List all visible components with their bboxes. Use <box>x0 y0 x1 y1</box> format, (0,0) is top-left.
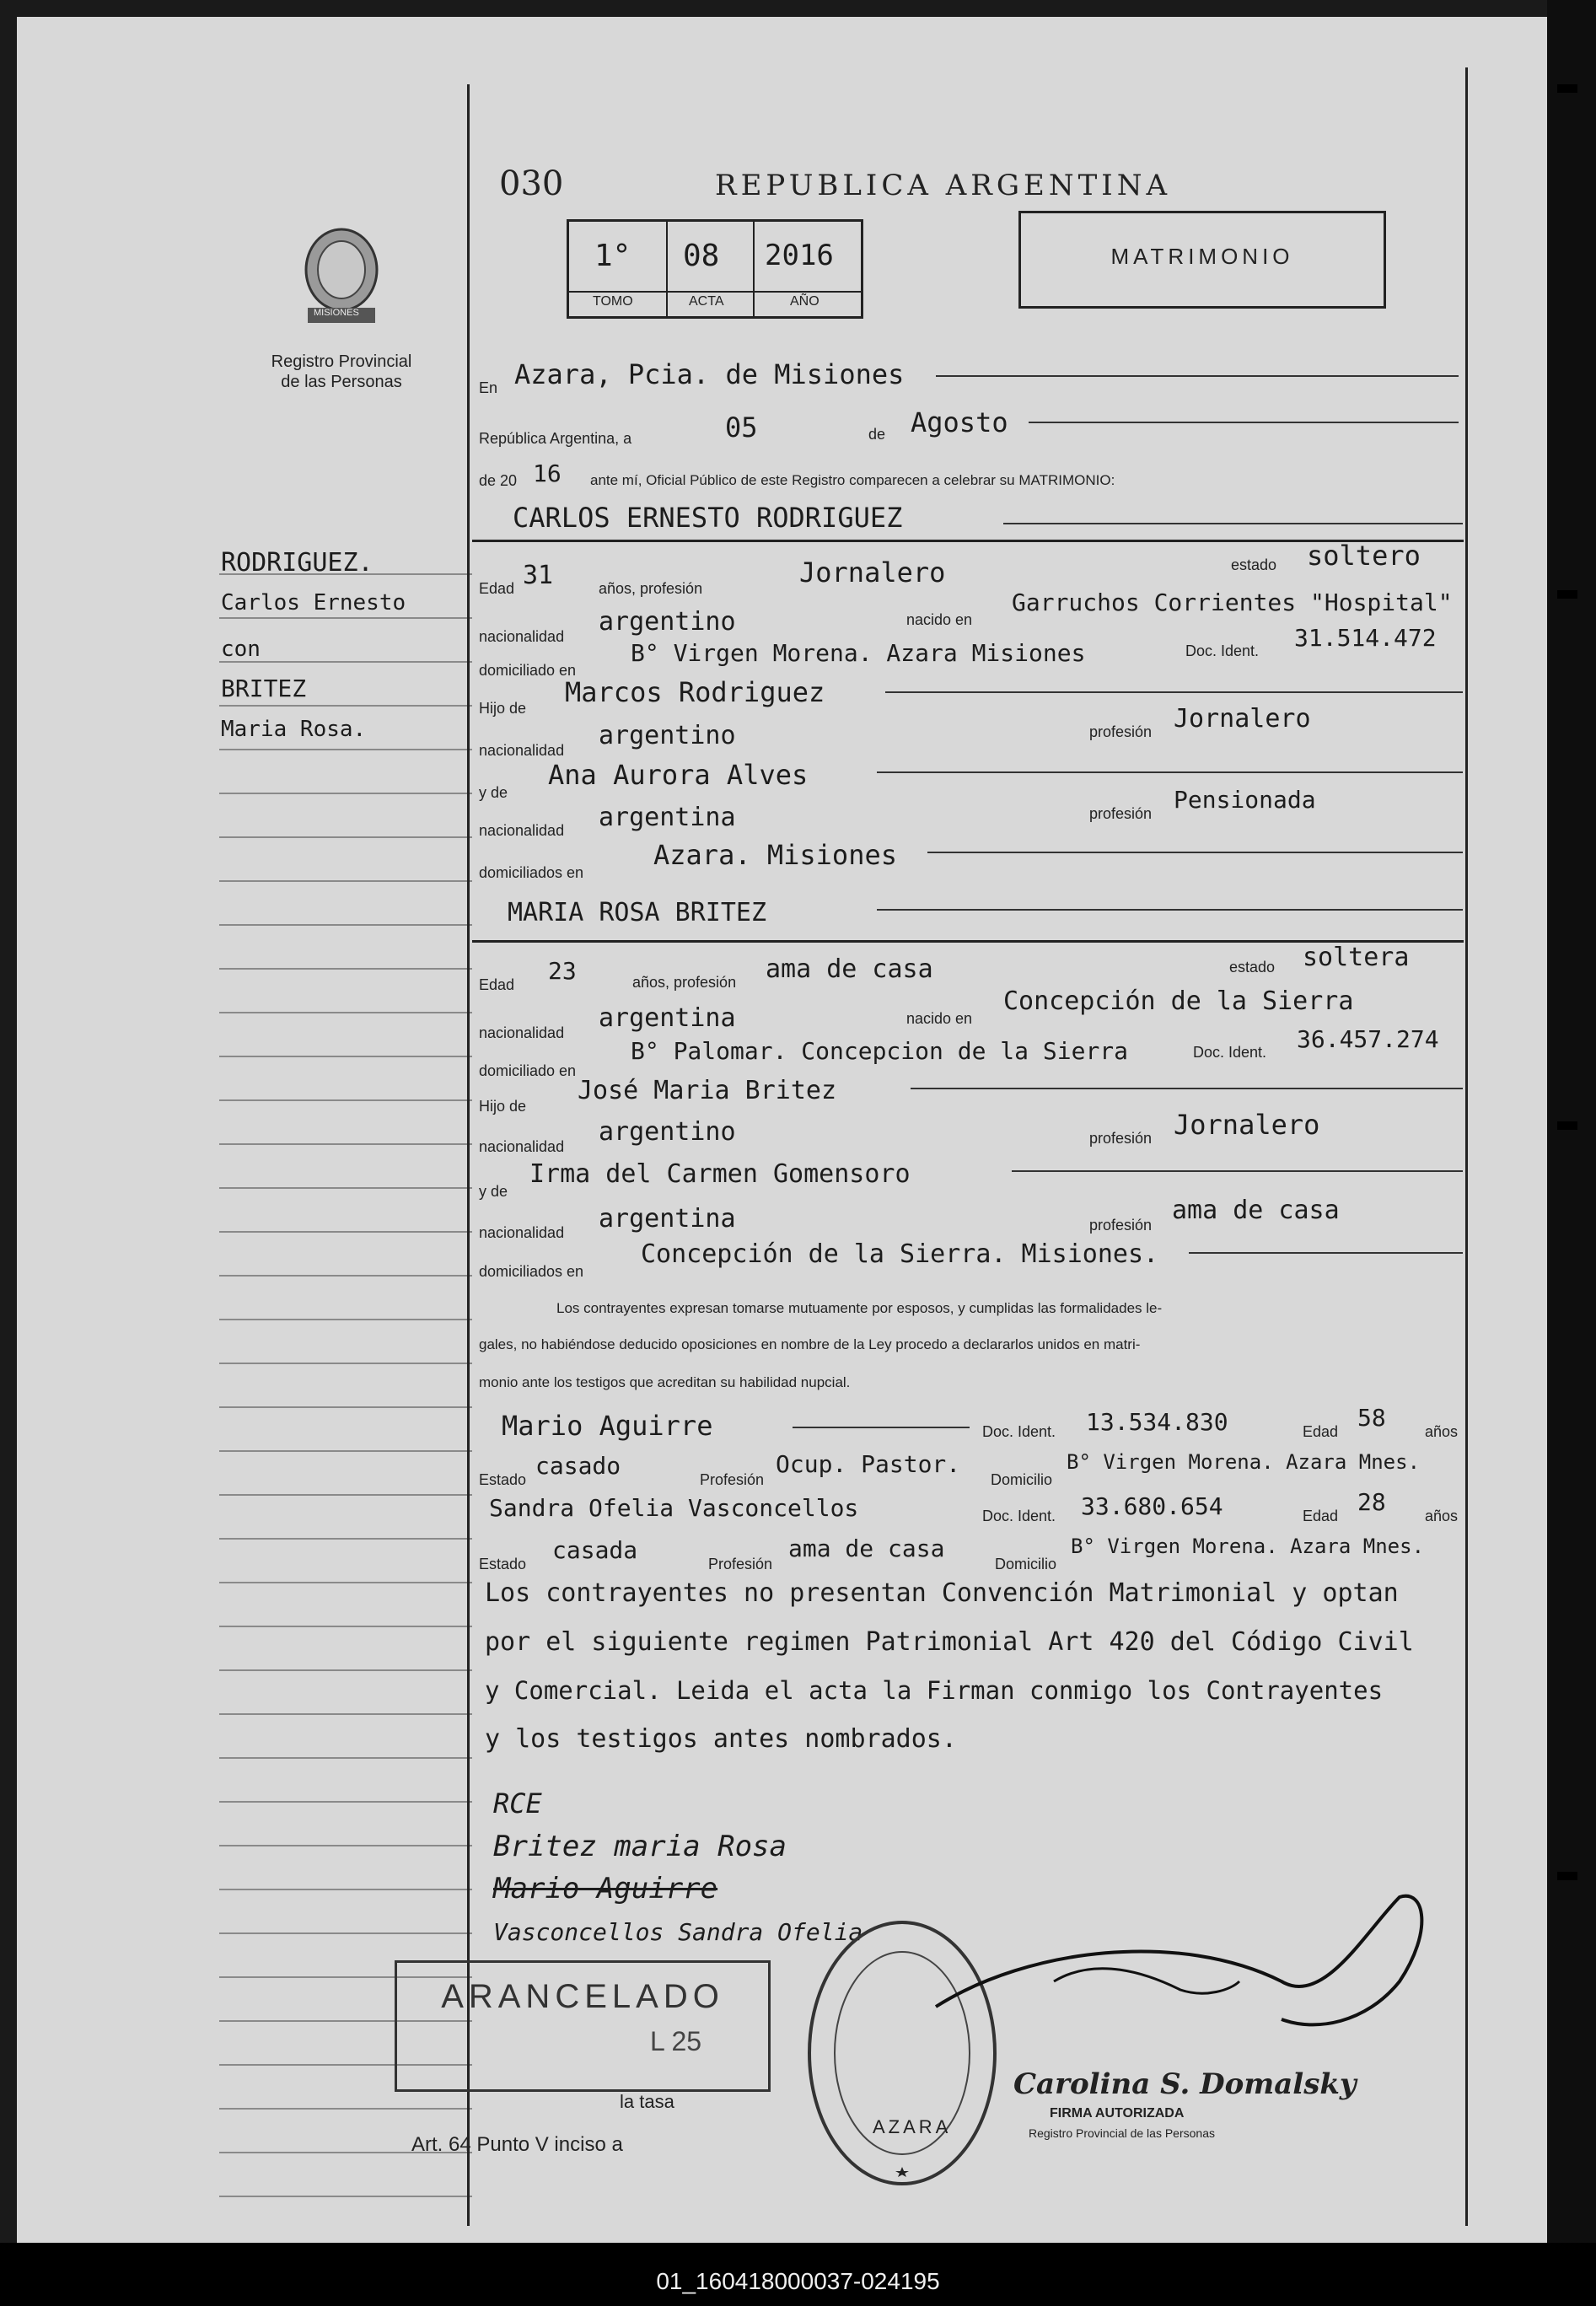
margin-rule-line <box>219 1669 472 1671</box>
bride-yde-label: y de <box>479 1183 508 1200</box>
margin-rule-line <box>219 1626 472 1627</box>
margin-note-line3: con <box>221 637 261 662</box>
groom-estado-label: estado <box>1231 556 1277 573</box>
bride-padre-nac-label: nacionalidad <box>479 1138 565 1155</box>
country-title: REPUBLICA ARGENTINA <box>715 169 1172 202</box>
groom-nac-label: nacionalidad <box>479 628 565 645</box>
margin-rule-line <box>219 1099 472 1101</box>
witness2-doc: 33.680.654 <box>1081 1492 1223 1520</box>
groom-padre-nac-label: nacionalidad <box>479 742 565 759</box>
margin-rule-line <box>219 1538 472 1540</box>
bride-madre-nac: argentina <box>599 1204 736 1234</box>
margin-rule-line <box>219 1187 472 1189</box>
witness1-domicilio: B° Virgen Morena. Azara Mnes. <box>1067 1450 1421 1474</box>
anio-value: 2016 <box>765 239 834 272</box>
witness2-estado-label: Estado <box>479 1556 527 1572</box>
registry-name-line2: de las Personas <box>281 373 402 391</box>
acta-value: 08 <box>683 239 720 273</box>
witness2-edad: 28 <box>1357 1488 1386 1516</box>
groom-padres-dom-label: domiciliados en <box>479 864 584 881</box>
witness1-doc: 13.534.830 <box>1086 1408 1228 1436</box>
margin-rule-line <box>219 2196 472 2197</box>
margin-rule-line <box>219 617 472 619</box>
bride-prof-label: años, profesión <box>632 974 737 991</box>
groom-profesion: Jornalero <box>799 556 946 589</box>
groom-name: CARLOS ERNESTO RODRIGUEZ <box>513 502 903 534</box>
margin-rule-line <box>219 749 472 750</box>
anio-label: AÑO <box>790 294 819 309</box>
bride-doc-label: Doc. Ident. <box>1193 1044 1267 1061</box>
book-binding <box>1547 0 1596 2243</box>
signature-rce: RCE <box>493 1787 542 1820</box>
witness1-profesion: Ocup. Pastor. <box>776 1450 961 1478</box>
day-value: 05 <box>725 411 758 443</box>
groom-hijo-label: Hijo de <box>479 700 527 717</box>
witness1-dom-label: Domicilio <box>991 1471 1053 1488</box>
registry-name-line1: Registro Provincial <box>271 352 412 371</box>
witness2-anos-label: años <box>1425 1508 1459 1524</box>
bride-edad-label: Edad <box>479 976 515 993</box>
tomo-label: TOMO <box>593 294 633 309</box>
arancelado-l1: L 25 <box>650 2026 702 2056</box>
witness1-edad: 58 <box>1357 1404 1386 1432</box>
margin-rule-line <box>219 1319 472 1320</box>
margin-rule-line <box>219 793 472 794</box>
bride-profesion: ama de casa <box>766 954 933 984</box>
margin-note-line4: BRITEZ <box>221 675 307 702</box>
groom-nacionalidad: argentino <box>599 607 736 637</box>
witness2-estado: casada <box>552 1536 638 1564</box>
de20-label: de 20 <box>479 472 518 489</box>
arancelado-article: Art. 64 Punto V inciso a <box>411 2133 623 2156</box>
margin-rule-line <box>219 924 472 926</box>
bride-madre-prof-label: profesión <box>1089 1217 1153 1234</box>
groom-madre-nac: argentina <box>599 803 736 832</box>
margin-rule-line <box>219 1406 472 1408</box>
margin-rule-line <box>219 968 472 970</box>
groom-doc: 31.514.472 <box>1294 624 1437 652</box>
margin-rule-line <box>219 1932 472 1934</box>
signature-witness1: Mario Aguirre <box>493 1872 718 1906</box>
arancelado-stamp <box>395 1960 771 2092</box>
closing-line2: por el siguiente regimen Patrimonial Art 420 del Código Civil <box>485 1627 1414 1657</box>
closing-line4: y los testigos antes nombrados. <box>485 1724 957 1754</box>
acta-label: ACTA <box>689 294 724 309</box>
bride-nac-label: nacionalidad <box>479 1024 565 1041</box>
bride-estado-label: estado <box>1229 959 1276 976</box>
bride-nacido-label: nacido en <box>906 1010 973 1027</box>
groom-padre-nac: argentino <box>599 721 736 750</box>
signature-bride: Britez maria Rosa <box>493 1830 787 1863</box>
official-signature-scribble <box>927 1880 1467 2066</box>
margin-rule-line <box>219 1450 472 1452</box>
signature-witness2: Vasconcellos Sandra Ofelia <box>493 1918 863 1946</box>
seal-text: MISIONES <box>314 308 359 318</box>
margin-rule-line <box>219 1231 472 1233</box>
round-seal-text: AZARA <box>873 2116 952 2137</box>
formal-text-line2: gales, no habiéndose deducido oposiciones en nombre de la Ley procedo a declararlos unidos en matri- <box>479 1336 1141 1352</box>
groom-madre-prof: Pensionada <box>1174 786 1316 814</box>
witness2-dom-label: Domicilio <box>995 1556 1057 1572</box>
margin-note-line5: Maria Rosa. <box>221 717 367 742</box>
bride-doc: 36.457.274 <box>1297 1025 1439 1053</box>
bride-madre-prof: ama de casa <box>1172 1196 1340 1225</box>
registry-seal-emblem <box>295 223 388 333</box>
bride-nacionalidad: argentina <box>599 1003 736 1033</box>
witness1-prof-label: Profesión <box>700 1471 765 1488</box>
margin-rule-line <box>219 1275 472 1277</box>
bride-madre-nac-label: nacionalidad <box>479 1224 565 1241</box>
witness1-name: Mario Aguirre <box>502 1410 713 1442</box>
witness2-prof-label: Profesión <box>708 1556 773 1572</box>
de-label: de <box>868 426 886 443</box>
margin-rule-line <box>219 1889 472 1890</box>
groom-domicilio: B° Virgen Morena. Azara Misiones <box>631 639 1086 667</box>
official-title: FIRMA AUTORIZADA <box>1050 2106 1185 2121</box>
bride-edad: 23 <box>548 957 577 985</box>
groom-yde-label: y de <box>479 784 508 801</box>
closing-line1: Los contrayentes no presentan Convención Matrimonial y optan <box>485 1578 1399 1608</box>
official-subtitle: Registro Provincial de las Personas <box>1029 2126 1215 2140</box>
left-border-line <box>467 84 470 2226</box>
bride-padre-nac: argentino <box>599 1117 736 1147</box>
margin-rule-line <box>219 1363 472 1364</box>
bride-dom-label: domiciliado en <box>479 1062 577 1079</box>
margin-rule-line <box>219 1012 472 1013</box>
groom-padre-prof-label: profesión <box>1089 723 1153 740</box>
groom-dom-label: domiciliado en <box>479 662 577 679</box>
ante-mi-text: ante mí, Oficial Público de este Registro comparecen a celebrar su MATRIMONIO: <box>590 472 1115 488</box>
bride-domicilio: B° Palomar. Concepcion de la Sierra <box>631 1037 1129 1065</box>
groom-madre: Ana Aurora Alves <box>548 759 809 791</box>
groom-prof-label: años, profesión <box>599 580 703 597</box>
margin-rule-line <box>219 1801 472 1803</box>
groom-doc-label: Doc. Ident. <box>1185 642 1260 659</box>
place-value: Azara, Pcia. de Misiones <box>514 358 905 390</box>
groom-padres-dom: Azara. Misiones <box>653 839 897 871</box>
closing-line3: y Comercial. Leida el acta la Firman conmigo los Contrayentes <box>485 1676 1384 1705</box>
folio-number: 030 <box>499 164 564 203</box>
witness2-name: Sandra Ofelia Vasconcellos <box>489 1494 859 1522</box>
margin-rule-line <box>219 705 472 707</box>
year-suffix: 16 <box>533 460 562 487</box>
margin-rule-line <box>219 1056 472 1057</box>
witness2-doc-label: Doc. Ident. <box>982 1508 1056 1524</box>
bride-hijo-label: Hijo de <box>479 1098 527 1115</box>
bride-estado: soltera <box>1303 943 1410 972</box>
document-page <box>17 17 1564 2243</box>
groom-nacido: Garruchos Corrientes "Hospital" <box>1012 589 1453 616</box>
margin-rule-line <box>219 1713 472 1715</box>
margin-rule-line <box>219 2108 472 2110</box>
official-name: Carolina S. Domalsky <box>1013 2067 1357 2101</box>
formal-text-line1: Los contrayentes expresan tomarse mutuamente por esposos, y cumplidas las formalidades le- <box>556 1300 1163 1316</box>
groom-edad-label: Edad <box>479 580 515 597</box>
margin-note-line1: RODRIGUEZ. <box>221 548 373 578</box>
margin-rule-line <box>219 1143 472 1145</box>
groom-madre-nac-label: nacionalidad <box>479 822 565 839</box>
arancelado-title: ARANCELADO <box>441 1978 724 2015</box>
groom-padre: Marcos Rodriguez <box>565 676 825 708</box>
margin-rule-line <box>219 880 472 882</box>
bride-padres-dom: Concepción de la Sierra. Misiones. <box>641 1239 1159 1269</box>
en-label: En <box>479 379 498 396</box>
doc-type-label: MATRIMONIO <box>1110 244 1294 269</box>
margin-rule-line <box>219 836 472 838</box>
margin-rule-line <box>219 1582 472 1583</box>
month-value: Agosto <box>911 406 1008 438</box>
groom-edad: 31 <box>523 561 554 590</box>
arancelado-tasa: la tasa <box>620 2091 674 2112</box>
tomo-value: 1° <box>594 239 631 273</box>
margin-rule-line <box>219 1494 472 1496</box>
witness1-edad-label: Edad <box>1303 1423 1339 1440</box>
witness2-edad-label: Edad <box>1303 1508 1339 1524</box>
bride-padre-prof: Jornalero <box>1174 1109 1320 1141</box>
bride-nacido: Concepción de la Sierra <box>1003 986 1354 1016</box>
margin-note-line2: Carlos Ernesto <box>221 590 406 615</box>
witness2-domicilio: B° Virgen Morena. Azara Mnes. <box>1071 1535 1425 1558</box>
margin-rule-line <box>219 1757 472 1759</box>
bride-padre: José Maria Britez <box>578 1076 837 1105</box>
witness1-estado: casado <box>535 1452 621 1480</box>
margin-rule-line <box>219 1845 472 1846</box>
record-number-box <box>567 219 863 319</box>
formal-text-line3: monio ante los testigos que acreditan su habilidad nupcial. <box>479 1374 851 1390</box>
witness1-estado-label: Estado <box>479 1471 527 1488</box>
witness2-profesion: ama de casa <box>788 1535 945 1562</box>
groom-padre-prof: Jornalero <box>1174 704 1311 734</box>
republica-label: República Argentina, a <box>479 430 632 447</box>
image-filename: 01_160418000037-024195 <box>656 2268 940 2294</box>
bride-madre: Irma del Carmen Gomensoro <box>529 1159 911 1189</box>
groom-estado: soltero <box>1307 540 1421 572</box>
bride-name: MARIA ROSA BRITEZ <box>508 898 767 927</box>
groom-madre-prof-label: profesión <box>1089 805 1153 822</box>
groom-nacido-label: nacido en <box>906 611 973 628</box>
doc-type-box <box>1018 211 1386 309</box>
witness1-doc-label: Doc. Ident. <box>982 1423 1056 1440</box>
bride-padre-prof-label: profesión <box>1089 1130 1153 1147</box>
bride-padres-dom-label: domiciliados en <box>479 1263 584 1280</box>
witness1-anos-label: años <box>1425 1423 1459 1440</box>
